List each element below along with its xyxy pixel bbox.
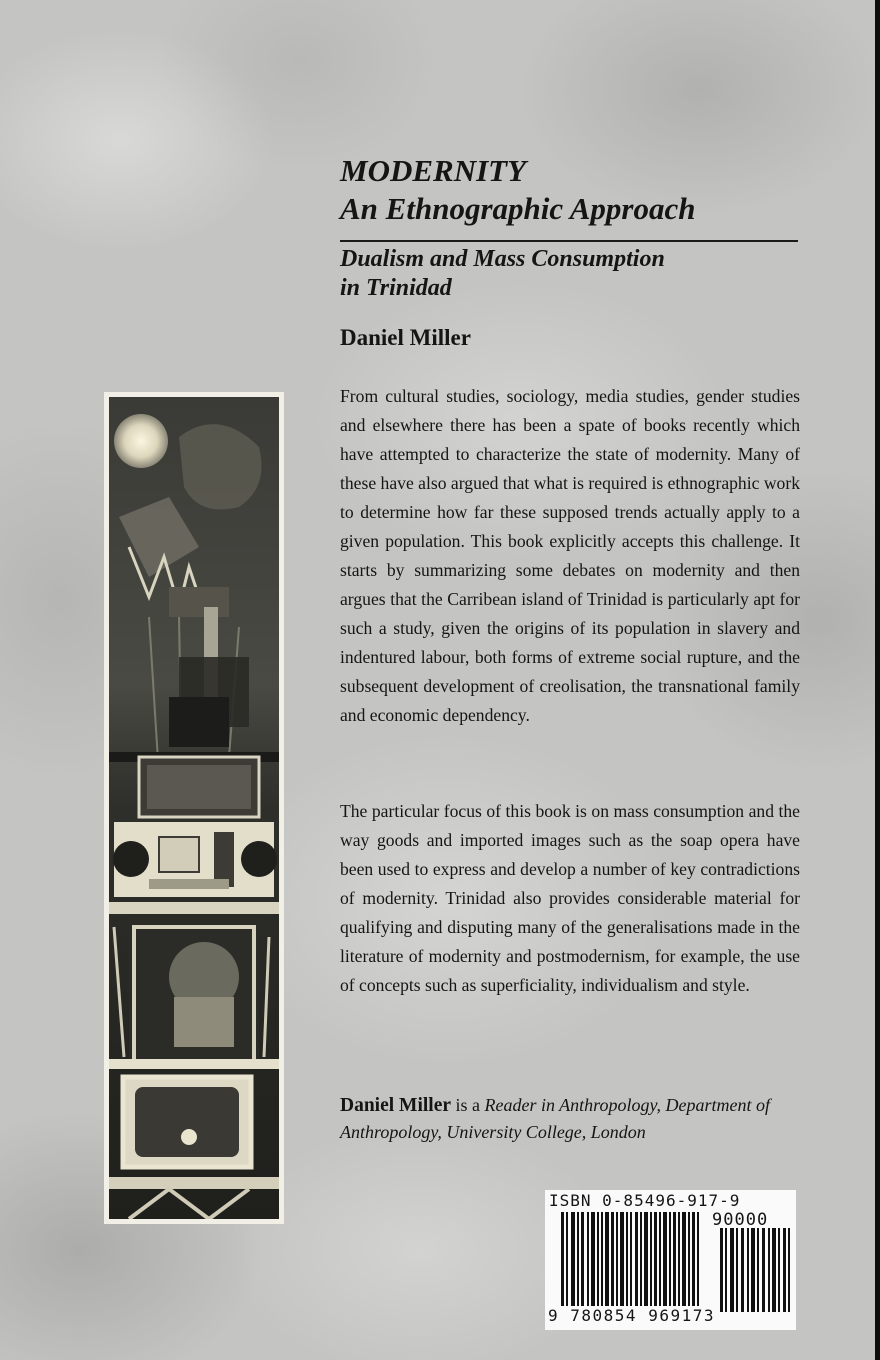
author-bio bbox=[340, 1092, 800, 1146]
bio-connector: is a bbox=[455, 1095, 481, 1115]
price-code: 90000 bbox=[712, 1210, 769, 1230]
book-subtitle bbox=[340, 245, 790, 303]
blurb-paragraph-1: From cultural studies, sociology, media studies, gender studies and elsewhere there has been a spate of books recently which have attempted to characterize the state of modernity. Many of these have also argued that what is required is ethnographic work to determine how far these supposed trends actually apply to a given population. This book explicitly accepts this challenge. It starts by summarizing some debates on modernity and then argues that the Carribean island of Trinidad is particularly apt for such a study, given the origins of its population in slavery and indentured labour, both forms of extreme social rupture, and the subsequent development of creolisation, the transnational family and economic dependency. bbox=[340, 386, 800, 725]
sculpture-photo-image bbox=[109, 397, 279, 1219]
title-rule bbox=[340, 240, 798, 242]
book-title bbox=[340, 152, 695, 228]
author-name: Daniel Miller bbox=[340, 325, 471, 350]
bio-role: Reader in Anthropology, Department of Anthropology, University College, London bbox=[340, 1095, 770, 1142]
blurb-paragraph-2: The particular focus of this book is on mass consumption and the way goods and imported images such as the soap opera have been used to express and develop a number of key contradictions of modernity. Trinidad also provides considerable material for qualifying and disputing many of the generalisations made in the literature of modernity and postmodernism, for example, the use of concepts such as superficiality, individualism and style. bbox=[340, 801, 800, 995]
barcode-block bbox=[545, 1190, 796, 1330]
ean-number: 9 780854 969173 bbox=[548, 1306, 715, 1325]
subtitle-line-1: Dualism and Mass Consumption bbox=[340, 246, 665, 272]
title-line-2: An Ethnographic Approach bbox=[340, 191, 696, 226]
subtitle-line-2: in Trinidad bbox=[340, 275, 452, 301]
cover-edge bbox=[875, 0, 880, 1360]
bio-author-name: Daniel Miller bbox=[340, 1095, 452, 1116]
title-line-1: MODERNITY bbox=[340, 153, 527, 188]
cover-photo bbox=[104, 392, 284, 1224]
isbn-number: ISBN 0-85496-917-9 bbox=[549, 1191, 741, 1210]
